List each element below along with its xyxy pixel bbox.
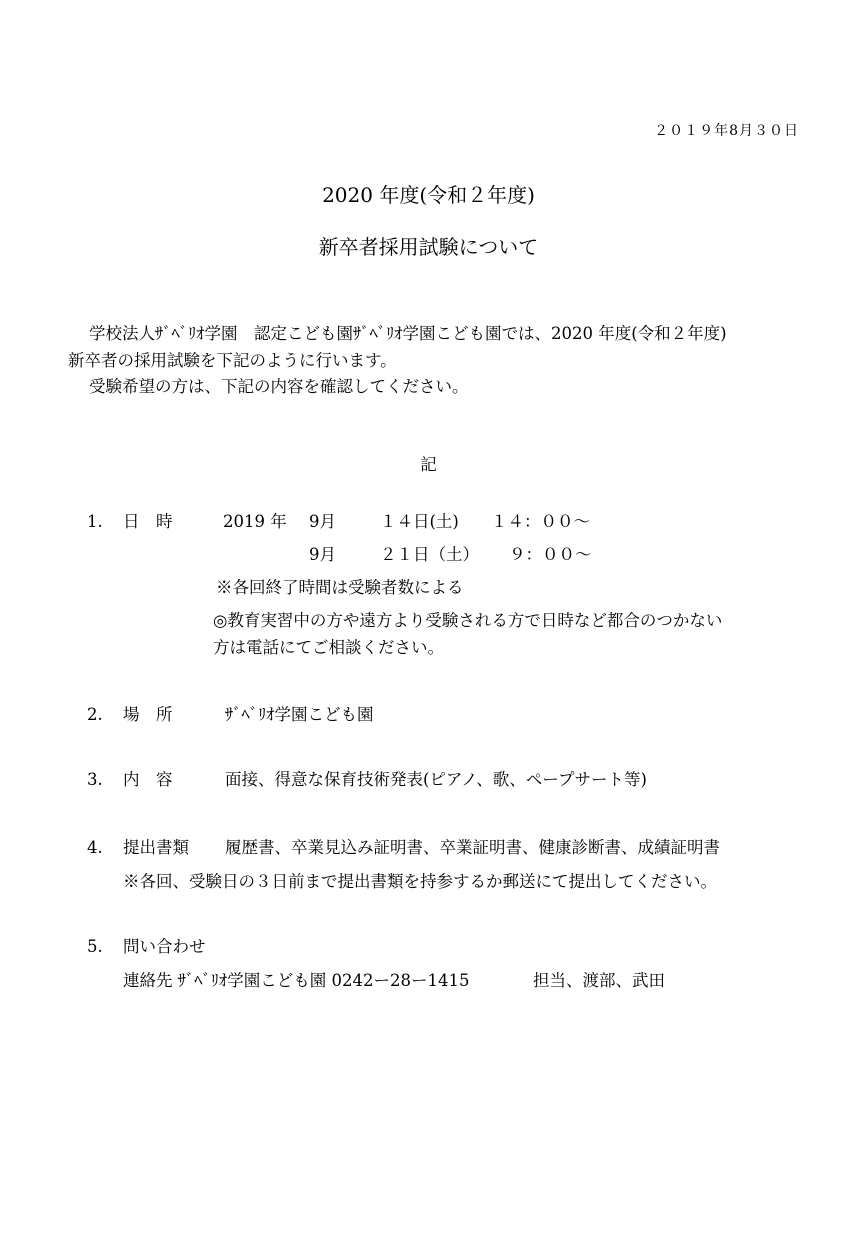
contact-value: 連絡先 ｻﾞﾍﾞﾘｵ学園こども園 0242ー28ー1415	[123, 971, 470, 990]
place-value: ｻﾞﾍﾞﾘｵ学園こども園	[225, 705, 374, 724]
schedule-date1-month: 9月	[309, 512, 336, 531]
document-title-year: 2020 年度(令和２年度)	[322, 183, 535, 207]
schedule-date2-month: 9月	[309, 545, 336, 564]
schedule-date2-time: ９：００～	[509, 545, 592, 564]
content-value: 面接、得意な保育技術発表(ピアノ、歌、ペープサート等)	[225, 770, 647, 789]
item-number-contact: 5.	[87, 937, 103, 956]
contact-person: 担当、渡部、武田	[533, 971, 665, 990]
document-date: ２０１９年8月３０日	[654, 123, 799, 139]
item-label-content: 内 容	[123, 770, 173, 789]
schedule-date2-day: ２１日（土）	[380, 545, 479, 564]
item-label-contact: 問い合わせ	[123, 937, 206, 956]
item-label-schedule: 日 時	[123, 512, 173, 531]
schedule-year: 2019 年	[223, 512, 287, 531]
intro-line-3: 受験希望の方は、下記の内容を確認してください。	[89, 377, 469, 396]
schedule-note-consult-2: 方は電話にてご相談ください。	[213, 638, 444, 657]
schedule-date1-day: １４日(土)	[380, 512, 459, 531]
intro-line-2: 新卒者の採用試験を下記のように行います。	[68, 351, 397, 370]
schedule-date1-time: １４：００～	[491, 512, 590, 531]
intro-line-1: 学校法人ｻﾞﾍﾞﾘｵ学園 認定こども園ｻﾞﾍﾞﾘｵ学園こども園では、2020 年度(令和２年度)	[89, 324, 727, 343]
item-number-documents: 4.	[87, 838, 103, 857]
schedule-note-consult-1: ◎教育実習中の方や遠方より受験される方で日時など都合のつかない	[213, 611, 723, 630]
document-title: 新卒者採用試験について	[318, 235, 539, 259]
item-label-place: 場 所	[123, 705, 173, 724]
schedule-note-end-time: ※各回終了時間は受験者数による	[216, 578, 464, 597]
documents-note: ※各回、受験日の３日前まで提出書類を持参するか郵送にて提出してください。	[123, 872, 717, 891]
item-label-documents: 提出書類	[123, 838, 189, 857]
item-number-content: 3.	[87, 770, 103, 789]
ki-heading: 記	[420, 455, 437, 474]
item-number-schedule: 1.	[87, 512, 103, 531]
documents-value: 履歴書、卒業見込み証明書、卒業証明書、健康診断書、成績証明書	[225, 838, 720, 857]
item-number-place: 2.	[87, 705, 103, 724]
